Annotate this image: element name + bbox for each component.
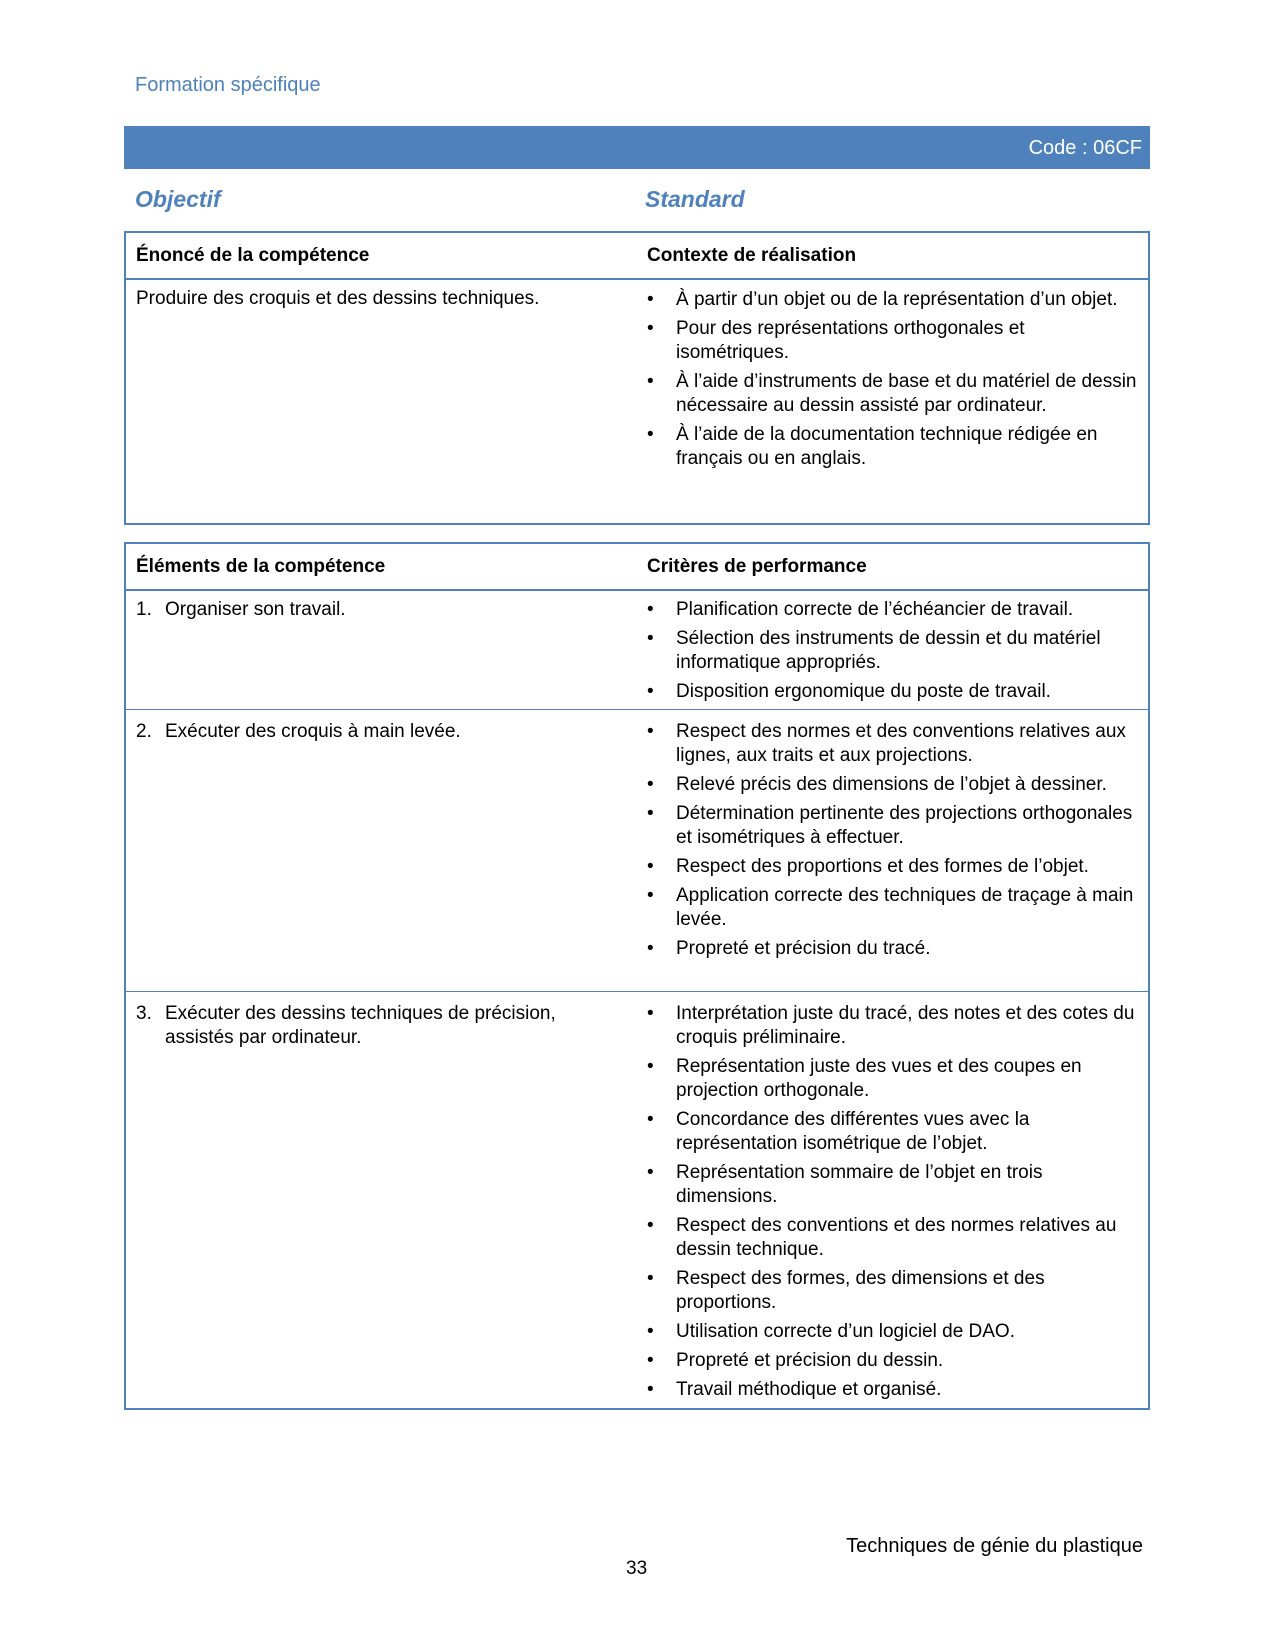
list-item: • Travail méthodique et organisé. (647, 1378, 1137, 1402)
list-item: • Pour des représentations orthogonales et isométriques. (647, 317, 1137, 365)
list-item: • Respect des normes et des conventions relatives aux lignes, aux traits et aux projections. (647, 720, 1137, 768)
list-item: • Disposition ergonomique du poste de travail. (647, 680, 1137, 704)
competency-code: Code : 06CF (1028, 137, 1142, 159)
element-text (136, 1002, 616, 1050)
list-item: • À l’aide d’instruments de base et du matériel de dessin nécessaire au dessin assisté par ordinateur. (647, 370, 1137, 418)
competency-statement-table (124, 231, 1150, 525)
list-item: • Application correcte des techniques de traçage à main levée. (647, 884, 1137, 932)
element-text (136, 720, 616, 744)
list-item: • Relevé précis des dimensions de l’objet à dessiner. (647, 773, 1137, 797)
list-item: • Propreté et précision du dessin. (647, 1349, 1137, 1373)
code-bar (124, 126, 1150, 169)
element-label: Exécuter des croquis à main levée. (165, 721, 461, 742)
context-list (647, 288, 1137, 476)
list-item: • Sélection des instruments de dessin et du matériel informatique appropriés. (647, 627, 1137, 675)
criteria-list (647, 720, 1137, 966)
page-number: 33 (626, 1558, 648, 1579)
document-header-label: Formation spécifique (135, 74, 321, 96)
element-label: Organiser son travail. (165, 599, 346, 620)
criteria-header: Critères de performance (647, 556, 867, 577)
context-header: Contexte de réalisation (647, 245, 857, 266)
list-item: • Utilisation correcte d’un logiciel de DAO. (647, 1320, 1137, 1344)
list-item: • Représentation juste des vues et des coupes en projection orthogonale. (647, 1055, 1137, 1103)
list-item: • À partir d’un objet ou de la représentation d’un objet. (647, 288, 1137, 312)
list-item: • Détermination pertinente des projections orthogonales et isométriques à effectuer. (647, 802, 1137, 850)
section-title-objectif: Objectif (135, 186, 221, 212)
list-item: • Planification correcte de l’échéancier de travail. (647, 598, 1137, 622)
statement-header: Énoncé de la compétence (136, 245, 370, 266)
elements-header: Éléments de la compétence (136, 556, 386, 577)
competency-statement: Produire des croquis et des dessins techniques. (136, 288, 540, 309)
table-row (126, 991, 1148, 1407)
list-item: • Représentation sommaire de l’objet en trois dimensions. (647, 1161, 1137, 1209)
criteria-list (647, 1002, 1137, 1407)
competency-elements-table (124, 542, 1150, 1410)
element-number: 1. (136, 599, 152, 620)
element-label: Exécuter des dessins techniques de précision, assistés par ordinateur. (165, 1003, 556, 1048)
list-item: • Propreté et précision du tracé. (647, 937, 1137, 961)
element-text (136, 598, 616, 622)
element-number: 2. (136, 721, 152, 742)
table-row (126, 589, 1148, 709)
list-item: • Respect des formes, des dimensions et des proportions. (647, 1267, 1137, 1315)
criteria-list (647, 598, 1137, 709)
table-row (126, 709, 1148, 992)
list-item: • À l’aide de la documentation technique rédigée en français ou en anglais. (647, 423, 1137, 471)
list-item: • Respect des conventions et des normes relatives au dessin technique. (647, 1214, 1137, 1262)
list-item: • Respect des proportions et des formes de l’objet. (647, 855, 1137, 879)
footer-program-title: Techniques de génie du plastique (846, 1535, 1143, 1557)
table-header-row (126, 544, 1148, 591)
table-header-row (126, 233, 1148, 280)
list-item: • Concordance des différentes vues avec la représentation isométrique de l’objet. (647, 1108, 1137, 1156)
section-title-standard: Standard (645, 186, 745, 212)
element-number: 3. (136, 1003, 152, 1024)
list-item: • Interprétation juste du tracé, des notes et des cotes du croquis préliminaire. (647, 1002, 1137, 1050)
